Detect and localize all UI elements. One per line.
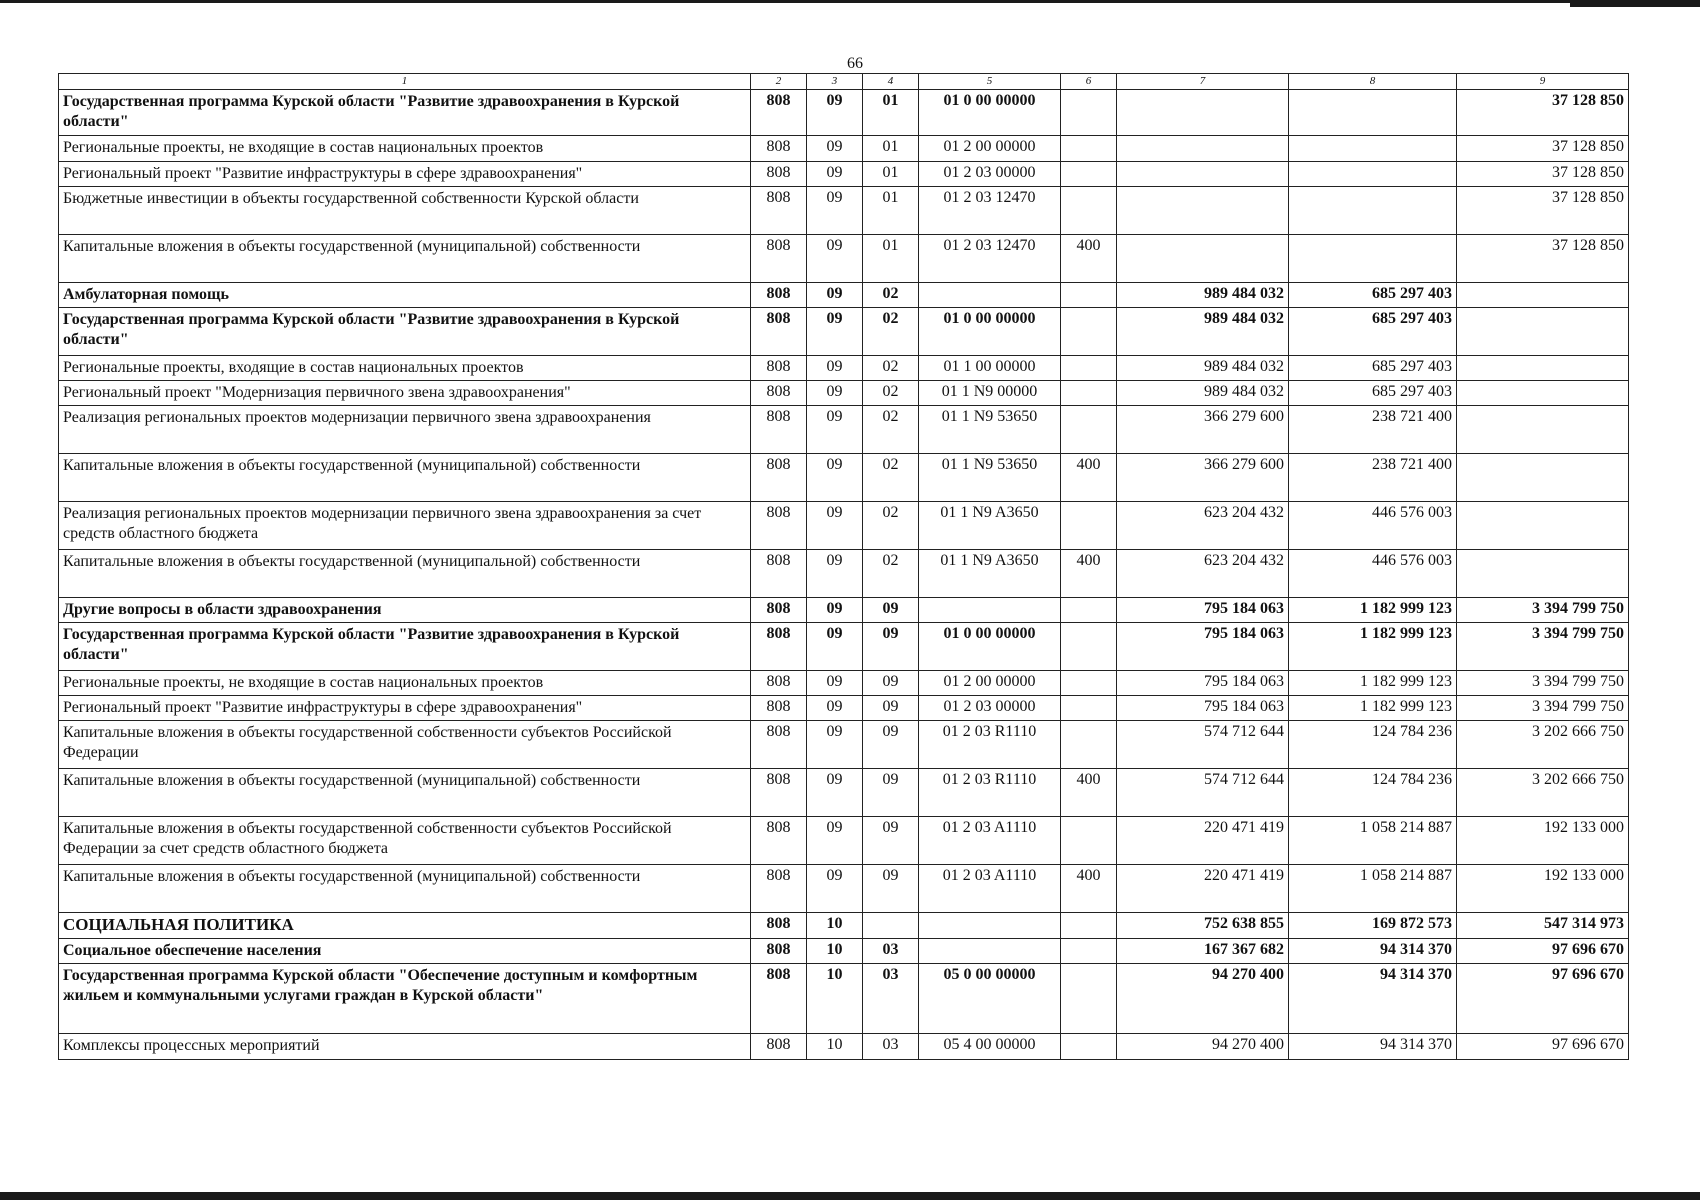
amount-year-1-cell: 574 712 644 (1117, 721, 1289, 769)
table-row (59, 235, 1629, 283)
expense-type-cell (1061, 136, 1117, 162)
amount-year-2-cell: 1 182 999 123 (1289, 623, 1457, 671)
amount-year-1-cell: 752 638 855 (1117, 913, 1289, 939)
table-row (59, 623, 1629, 671)
section-code-cell: 09 (807, 90, 863, 136)
table-row (59, 550, 1629, 598)
amount-year-2-cell: 1 058 214 887 (1289, 865, 1457, 913)
table-row (59, 406, 1629, 454)
item-name-cell: Государственная программа Курской области "Развитие здравоохранения в Курской области" (59, 90, 751, 136)
amount-year-2-cell: 169 872 573 (1289, 913, 1457, 939)
table-row (59, 136, 1629, 162)
amount-year-2-cell (1289, 187, 1457, 235)
table-row (59, 964, 1629, 1034)
ministry-code-cell: 808 (751, 865, 807, 913)
amount-year-1-cell: 220 471 419 (1117, 865, 1289, 913)
expense-type-cell (1061, 90, 1117, 136)
expense-type-cell (1061, 721, 1117, 769)
amount-year-3-cell: 97 696 670 (1457, 964, 1629, 1034)
amount-year-3-cell (1457, 308, 1629, 356)
amount-year-1-cell (1117, 235, 1289, 283)
column-header: 4 (863, 74, 919, 90)
ministry-code-cell: 808 (751, 356, 807, 381)
expense-type-cell (1061, 939, 1117, 964)
expense-type-cell (1061, 356, 1117, 381)
target-article-cell (919, 939, 1061, 964)
section-code-cell: 09 (807, 283, 863, 308)
ministry-code-cell: 808 (751, 454, 807, 502)
section-code-cell: 09 (807, 187, 863, 235)
amount-year-2-cell (1289, 235, 1457, 283)
table-body (59, 90, 1629, 1060)
amount-year-3-cell (1457, 283, 1629, 308)
subsection-code-cell: 09 (863, 696, 919, 721)
target-article-cell: 01 2 03 12470 (919, 187, 1061, 235)
subsection-code-cell: 02 (863, 454, 919, 502)
section-code-cell: 09 (807, 454, 863, 502)
item-name-cell: Другие вопросы в области здравоохранения (59, 598, 751, 623)
expense-type-cell (1061, 502, 1117, 550)
expense-type-cell: 400 (1061, 235, 1117, 283)
amount-year-3-cell (1457, 454, 1629, 502)
column-header: 8 (1289, 74, 1457, 90)
amount-year-2-cell: 685 297 403 (1289, 356, 1457, 381)
section-code-cell: 09 (807, 550, 863, 598)
section-code-cell: 09 (807, 671, 863, 696)
amount-year-3-cell: 192 133 000 (1457, 817, 1629, 865)
item-name-cell: Региональные проекты, не входящие в состав национальных проектов (59, 136, 751, 162)
amount-year-2-cell: 94 314 370 (1289, 939, 1457, 964)
table-row (59, 162, 1629, 187)
target-article-cell: 01 0 00 00000 (919, 308, 1061, 356)
target-article-cell: 01 2 03 00000 (919, 162, 1061, 187)
amount-year-2-cell: 238 721 400 (1289, 454, 1457, 502)
table-row (59, 939, 1629, 964)
section-code-cell: 10 (807, 939, 863, 964)
ministry-code-cell: 808 (751, 283, 807, 308)
expense-type-cell (1061, 381, 1117, 406)
item-name-cell: Комплексы процессных мероприятий (59, 1034, 751, 1060)
expense-type-cell (1061, 964, 1117, 1034)
amount-year-3-cell: 37 128 850 (1457, 136, 1629, 162)
item-name-cell: СОЦИАЛЬНАЯ ПОЛИТИКА (59, 913, 751, 939)
column-header: 5 (919, 74, 1061, 90)
subsection-code-cell: 09 (863, 721, 919, 769)
section-code-cell: 09 (807, 865, 863, 913)
scan-border-bottom (0, 1192, 1700, 1200)
target-article-cell: 01 0 00 00000 (919, 90, 1061, 136)
ministry-code-cell: 808 (751, 964, 807, 1034)
item-name-cell: Реализация региональных проектов модернизации первичного звена здравоохранения (59, 406, 751, 454)
expense-type-cell: 400 (1061, 454, 1117, 502)
subsection-code-cell: 01 (863, 90, 919, 136)
amount-year-1-cell: 795 184 063 (1117, 598, 1289, 623)
ministry-code-cell: 808 (751, 90, 807, 136)
amount-year-1-cell: 94 270 400 (1117, 964, 1289, 1034)
subsection-code-cell: 03 (863, 964, 919, 1034)
expense-type-cell (1061, 187, 1117, 235)
amount-year-3-cell: 3 202 666 750 (1457, 769, 1629, 817)
ministry-code-cell: 808 (751, 623, 807, 671)
ministry-code-cell: 808 (751, 913, 807, 939)
scan-border-corner (1570, 0, 1700, 7)
ministry-code-cell: 808 (751, 381, 807, 406)
item-name-cell: Капитальные вложения в объекты государственной (муниципальной) собственности (59, 550, 751, 598)
expense-type-cell (1061, 671, 1117, 696)
table-row (59, 308, 1629, 356)
section-code-cell: 10 (807, 1034, 863, 1060)
amount-year-1-cell (1117, 162, 1289, 187)
amount-year-2-cell: 446 576 003 (1289, 502, 1457, 550)
ministry-code-cell: 808 (751, 308, 807, 356)
section-code-cell: 09 (807, 598, 863, 623)
target-article-cell: 01 1 00 00000 (919, 356, 1061, 381)
ministry-code-cell: 808 (751, 1034, 807, 1060)
expense-type-cell: 400 (1061, 865, 1117, 913)
item-name-cell: Бюджетные инвестиции в объекты государственной собственности Курской области (59, 187, 751, 235)
amount-year-1-cell: 795 184 063 (1117, 623, 1289, 671)
section-code-cell: 10 (807, 913, 863, 939)
amount-year-2-cell: 685 297 403 (1289, 308, 1457, 356)
ministry-code-cell: 808 (751, 162, 807, 187)
item-name-cell: Региональный проект "Модернизация первичного звена здравоохранения" (59, 381, 751, 406)
table-row (59, 1034, 1629, 1060)
section-code-cell: 09 (807, 308, 863, 356)
column-header: 2 (751, 74, 807, 90)
subsection-code-cell: 02 (863, 283, 919, 308)
column-header: 9 (1457, 74, 1629, 90)
subsection-code-cell: 02 (863, 381, 919, 406)
expense-type-cell (1061, 817, 1117, 865)
amount-year-1-cell: 94 270 400 (1117, 1034, 1289, 1060)
item-name-cell: Капитальные вложения в объекты государственной (муниципальной) собственности (59, 865, 751, 913)
target-article-cell: 05 0 00 00000 (919, 964, 1061, 1034)
expense-type-cell (1061, 913, 1117, 939)
amount-year-3-cell: 3 394 799 750 (1457, 671, 1629, 696)
subsection-code-cell: 01 (863, 162, 919, 187)
subsection-code-cell: 01 (863, 187, 919, 235)
target-article-cell: 01 1 N9 53650 (919, 406, 1061, 454)
item-name-cell: Государственная программа Курской области "Обеспечение доступным и комфортным жильем и коммунальными услугами граждан в Курской области" (59, 964, 751, 1034)
subsection-code-cell: 02 (863, 550, 919, 598)
item-name-cell: Капитальные вложения в объекты государственной (муниципальной) собственности (59, 235, 751, 283)
header-row (59, 74, 1629, 90)
expense-type-cell (1061, 598, 1117, 623)
target-article-cell: 01 2 03 R1110 (919, 769, 1061, 817)
amount-year-2-cell (1289, 162, 1457, 187)
amount-year-2-cell: 1 182 999 123 (1289, 671, 1457, 696)
subsection-code-cell: 02 (863, 308, 919, 356)
section-code-cell: 09 (807, 696, 863, 721)
amount-year-3-cell: 37 128 850 (1457, 90, 1629, 136)
amount-year-1-cell: 989 484 032 (1117, 356, 1289, 381)
target-article-cell (919, 283, 1061, 308)
subsection-code-cell: 03 (863, 939, 919, 964)
table-row (59, 502, 1629, 550)
item-name-cell: Капитальные вложения в объекты государственной (муниципальной) собственности (59, 769, 751, 817)
column-header: 6 (1061, 74, 1117, 90)
expense-type-cell: 400 (1061, 769, 1117, 817)
amount-year-3-cell: 97 696 670 (1457, 1034, 1629, 1060)
target-article-cell: 01 1 N9 A3650 (919, 502, 1061, 550)
table-row (59, 865, 1629, 913)
item-name-cell: Региональные проекты, входящие в состав национальных проектов (59, 356, 751, 381)
subsection-code-cell: 02 (863, 356, 919, 381)
target-article-cell (919, 913, 1061, 939)
table-row (59, 454, 1629, 502)
item-name-cell: Капитальные вложения в объекты государственной собственности субъектов Российской Федерации (59, 721, 751, 769)
section-code-cell: 09 (807, 406, 863, 454)
expense-type-cell: 400 (1061, 550, 1117, 598)
amount-year-1-cell (1117, 187, 1289, 235)
amount-year-3-cell: 37 128 850 (1457, 187, 1629, 235)
section-code-cell: 09 (807, 721, 863, 769)
ministry-code-cell: 808 (751, 187, 807, 235)
amount-year-2-cell: 685 297 403 (1289, 283, 1457, 308)
item-name-cell: Региональный проект "Развитие инфраструктуры в сфере здравоохранения" (59, 162, 751, 187)
amount-year-3-cell: 547 314 973 (1457, 913, 1629, 939)
section-code-cell: 09 (807, 502, 863, 550)
table-row (59, 913, 1629, 939)
amount-year-1-cell: 989 484 032 (1117, 283, 1289, 308)
amount-year-3-cell: 97 696 670 (1457, 939, 1629, 964)
target-article-cell: 01 2 03 R1110 (919, 721, 1061, 769)
amount-year-1-cell: 989 484 032 (1117, 308, 1289, 356)
amount-year-1-cell: 366 279 600 (1117, 406, 1289, 454)
amount-year-2-cell: 685 297 403 (1289, 381, 1457, 406)
table-row (59, 598, 1629, 623)
ministry-code-cell: 808 (751, 502, 807, 550)
target-article-cell: 01 1 N9 00000 (919, 381, 1061, 406)
table-row (59, 696, 1629, 721)
item-name-cell: Капитальные вложения в объекты государственной (муниципальной) собственности (59, 454, 751, 502)
scan-border-top (0, 0, 1700, 3)
ministry-code-cell: 808 (751, 598, 807, 623)
expense-type-cell (1061, 283, 1117, 308)
expense-type-cell (1061, 623, 1117, 671)
ministry-code-cell: 808 (751, 136, 807, 162)
target-article-cell: 01 2 00 00000 (919, 136, 1061, 162)
ministry-code-cell: 808 (751, 550, 807, 598)
table-row (59, 769, 1629, 817)
target-article-cell: 05 4 00 00000 (919, 1034, 1061, 1060)
page-number: 66 (847, 55, 863, 72)
target-article-cell: 01 0 00 00000 (919, 623, 1061, 671)
target-article-cell: 01 2 03 A1110 (919, 817, 1061, 865)
subsection-code-cell: 09 (863, 598, 919, 623)
amount-year-3-cell: 3 394 799 750 (1457, 623, 1629, 671)
section-code-cell: 10 (807, 964, 863, 1034)
expense-type-cell (1061, 162, 1117, 187)
expense-type-cell (1061, 696, 1117, 721)
subsection-code-cell: 02 (863, 502, 919, 550)
ministry-code-cell: 808 (751, 696, 807, 721)
amount-year-3-cell (1457, 381, 1629, 406)
item-name-cell: Амбулаторная помощь (59, 283, 751, 308)
subsection-code-cell: 09 (863, 769, 919, 817)
table-row (59, 817, 1629, 865)
subsection-code-cell: 09 (863, 817, 919, 865)
section-code-cell: 09 (807, 136, 863, 162)
amount-year-3-cell (1457, 502, 1629, 550)
target-article-cell: 01 2 03 00000 (919, 696, 1061, 721)
column-header: 1 (59, 74, 751, 90)
amount-year-1-cell: 623 204 432 (1117, 502, 1289, 550)
target-article-cell: 01 1 N9 A3650 (919, 550, 1061, 598)
table-row (59, 356, 1629, 381)
item-name-cell: Региональные проекты, не входящие в состав национальных проектов (59, 671, 751, 696)
amount-year-3-cell (1457, 406, 1629, 454)
subsection-code-cell: 03 (863, 1034, 919, 1060)
amount-year-3-cell: 37 128 850 (1457, 162, 1629, 187)
expense-type-cell (1061, 406, 1117, 454)
target-article-cell (919, 598, 1061, 623)
ministry-code-cell: 808 (751, 769, 807, 817)
amount-year-2-cell: 94 314 370 (1289, 1034, 1457, 1060)
target-article-cell: 01 1 N9 53650 (919, 454, 1061, 502)
section-code-cell: 09 (807, 235, 863, 283)
amount-year-1-cell: 220 471 419 (1117, 817, 1289, 865)
item-name-cell: Государственная программа Курской области "Развитие здравоохранения в Курской области" (59, 308, 751, 356)
item-name-cell: Капитальные вложения в объекты государственной собственности субъектов Российской Федерации за счет средств областного бюджета (59, 817, 751, 865)
item-name-cell: Социальное обеспечение населения (59, 939, 751, 964)
amount-year-2-cell (1289, 90, 1457, 136)
section-code-cell: 09 (807, 381, 863, 406)
column-header: 7 (1117, 74, 1289, 90)
item-name-cell: Государственная программа Курской области "Развитие здравоохранения в Курской области" (59, 623, 751, 671)
amount-year-3-cell (1457, 356, 1629, 381)
subsection-code-cell: 01 (863, 136, 919, 162)
amount-year-3-cell: 3 394 799 750 (1457, 598, 1629, 623)
amount-year-1-cell (1117, 136, 1289, 162)
amount-year-2-cell: 1 058 214 887 (1289, 817, 1457, 865)
target-article-cell: 01 2 03 12470 (919, 235, 1061, 283)
amount-year-2-cell: 124 784 236 (1289, 721, 1457, 769)
table-row (59, 90, 1629, 136)
amount-year-3-cell: 3 394 799 750 (1457, 696, 1629, 721)
expense-type-cell (1061, 1034, 1117, 1060)
section-code-cell: 09 (807, 356, 863, 381)
amount-year-2-cell: 446 576 003 (1289, 550, 1457, 598)
section-code-cell: 09 (807, 162, 863, 187)
section-code-cell: 09 (807, 623, 863, 671)
amount-year-2-cell: 1 182 999 123 (1289, 598, 1457, 623)
section-code-cell: 09 (807, 769, 863, 817)
ministry-code-cell: 808 (751, 721, 807, 769)
amount-year-2-cell (1289, 136, 1457, 162)
target-article-cell: 01 2 03 A1110 (919, 865, 1061, 913)
table-row (59, 187, 1629, 235)
expense-type-cell (1061, 308, 1117, 356)
table-row (59, 721, 1629, 769)
budget-table (58, 73, 1629, 1060)
amount-year-2-cell: 124 784 236 (1289, 769, 1457, 817)
ministry-code-cell: 808 (751, 939, 807, 964)
amount-year-3-cell: 192 133 000 (1457, 865, 1629, 913)
amount-year-1-cell: 989 484 032 (1117, 381, 1289, 406)
subsection-code-cell: 09 (863, 671, 919, 696)
item-name-cell: Реализация региональных проектов модернизации первичного звена здравоохранения за счет средств областного бюджета (59, 502, 751, 550)
amount-year-1-cell: 795 184 063 (1117, 696, 1289, 721)
table-row (59, 381, 1629, 406)
amount-year-2-cell: 94 314 370 (1289, 964, 1457, 1034)
subsection-code-cell: 09 (863, 623, 919, 671)
amount-year-1-cell: 623 204 432 (1117, 550, 1289, 598)
amount-year-1-cell: 574 712 644 (1117, 769, 1289, 817)
subsection-code-cell: 09 (863, 865, 919, 913)
amount-year-3-cell (1457, 550, 1629, 598)
amount-year-2-cell: 238 721 400 (1289, 406, 1457, 454)
amount-year-1-cell: 795 184 063 (1117, 671, 1289, 696)
target-article-cell: 01 2 00 00000 (919, 671, 1061, 696)
ministry-code-cell: 808 (751, 817, 807, 865)
section-code-cell: 09 (807, 817, 863, 865)
amount-year-1-cell: 167 367 682 (1117, 939, 1289, 964)
ministry-code-cell: 808 (751, 671, 807, 696)
subsection-code-cell: 01 (863, 235, 919, 283)
table-row (59, 671, 1629, 696)
subsection-code-cell (863, 913, 919, 939)
column-header: 3 (807, 74, 863, 90)
item-name-cell: Региональный проект "Развитие инфраструктуры в сфере здравоохранения" (59, 696, 751, 721)
table-header (59, 74, 1629, 90)
subsection-code-cell: 02 (863, 406, 919, 454)
ministry-code-cell: 808 (751, 235, 807, 283)
ministry-code-cell: 808 (751, 406, 807, 454)
amount-year-1-cell (1117, 90, 1289, 136)
amount-year-3-cell: 3 202 666 750 (1457, 721, 1629, 769)
table-row (59, 283, 1629, 308)
amount-year-2-cell: 1 182 999 123 (1289, 696, 1457, 721)
amount-year-1-cell: 366 279 600 (1117, 454, 1289, 502)
amount-year-3-cell: 37 128 850 (1457, 235, 1629, 283)
